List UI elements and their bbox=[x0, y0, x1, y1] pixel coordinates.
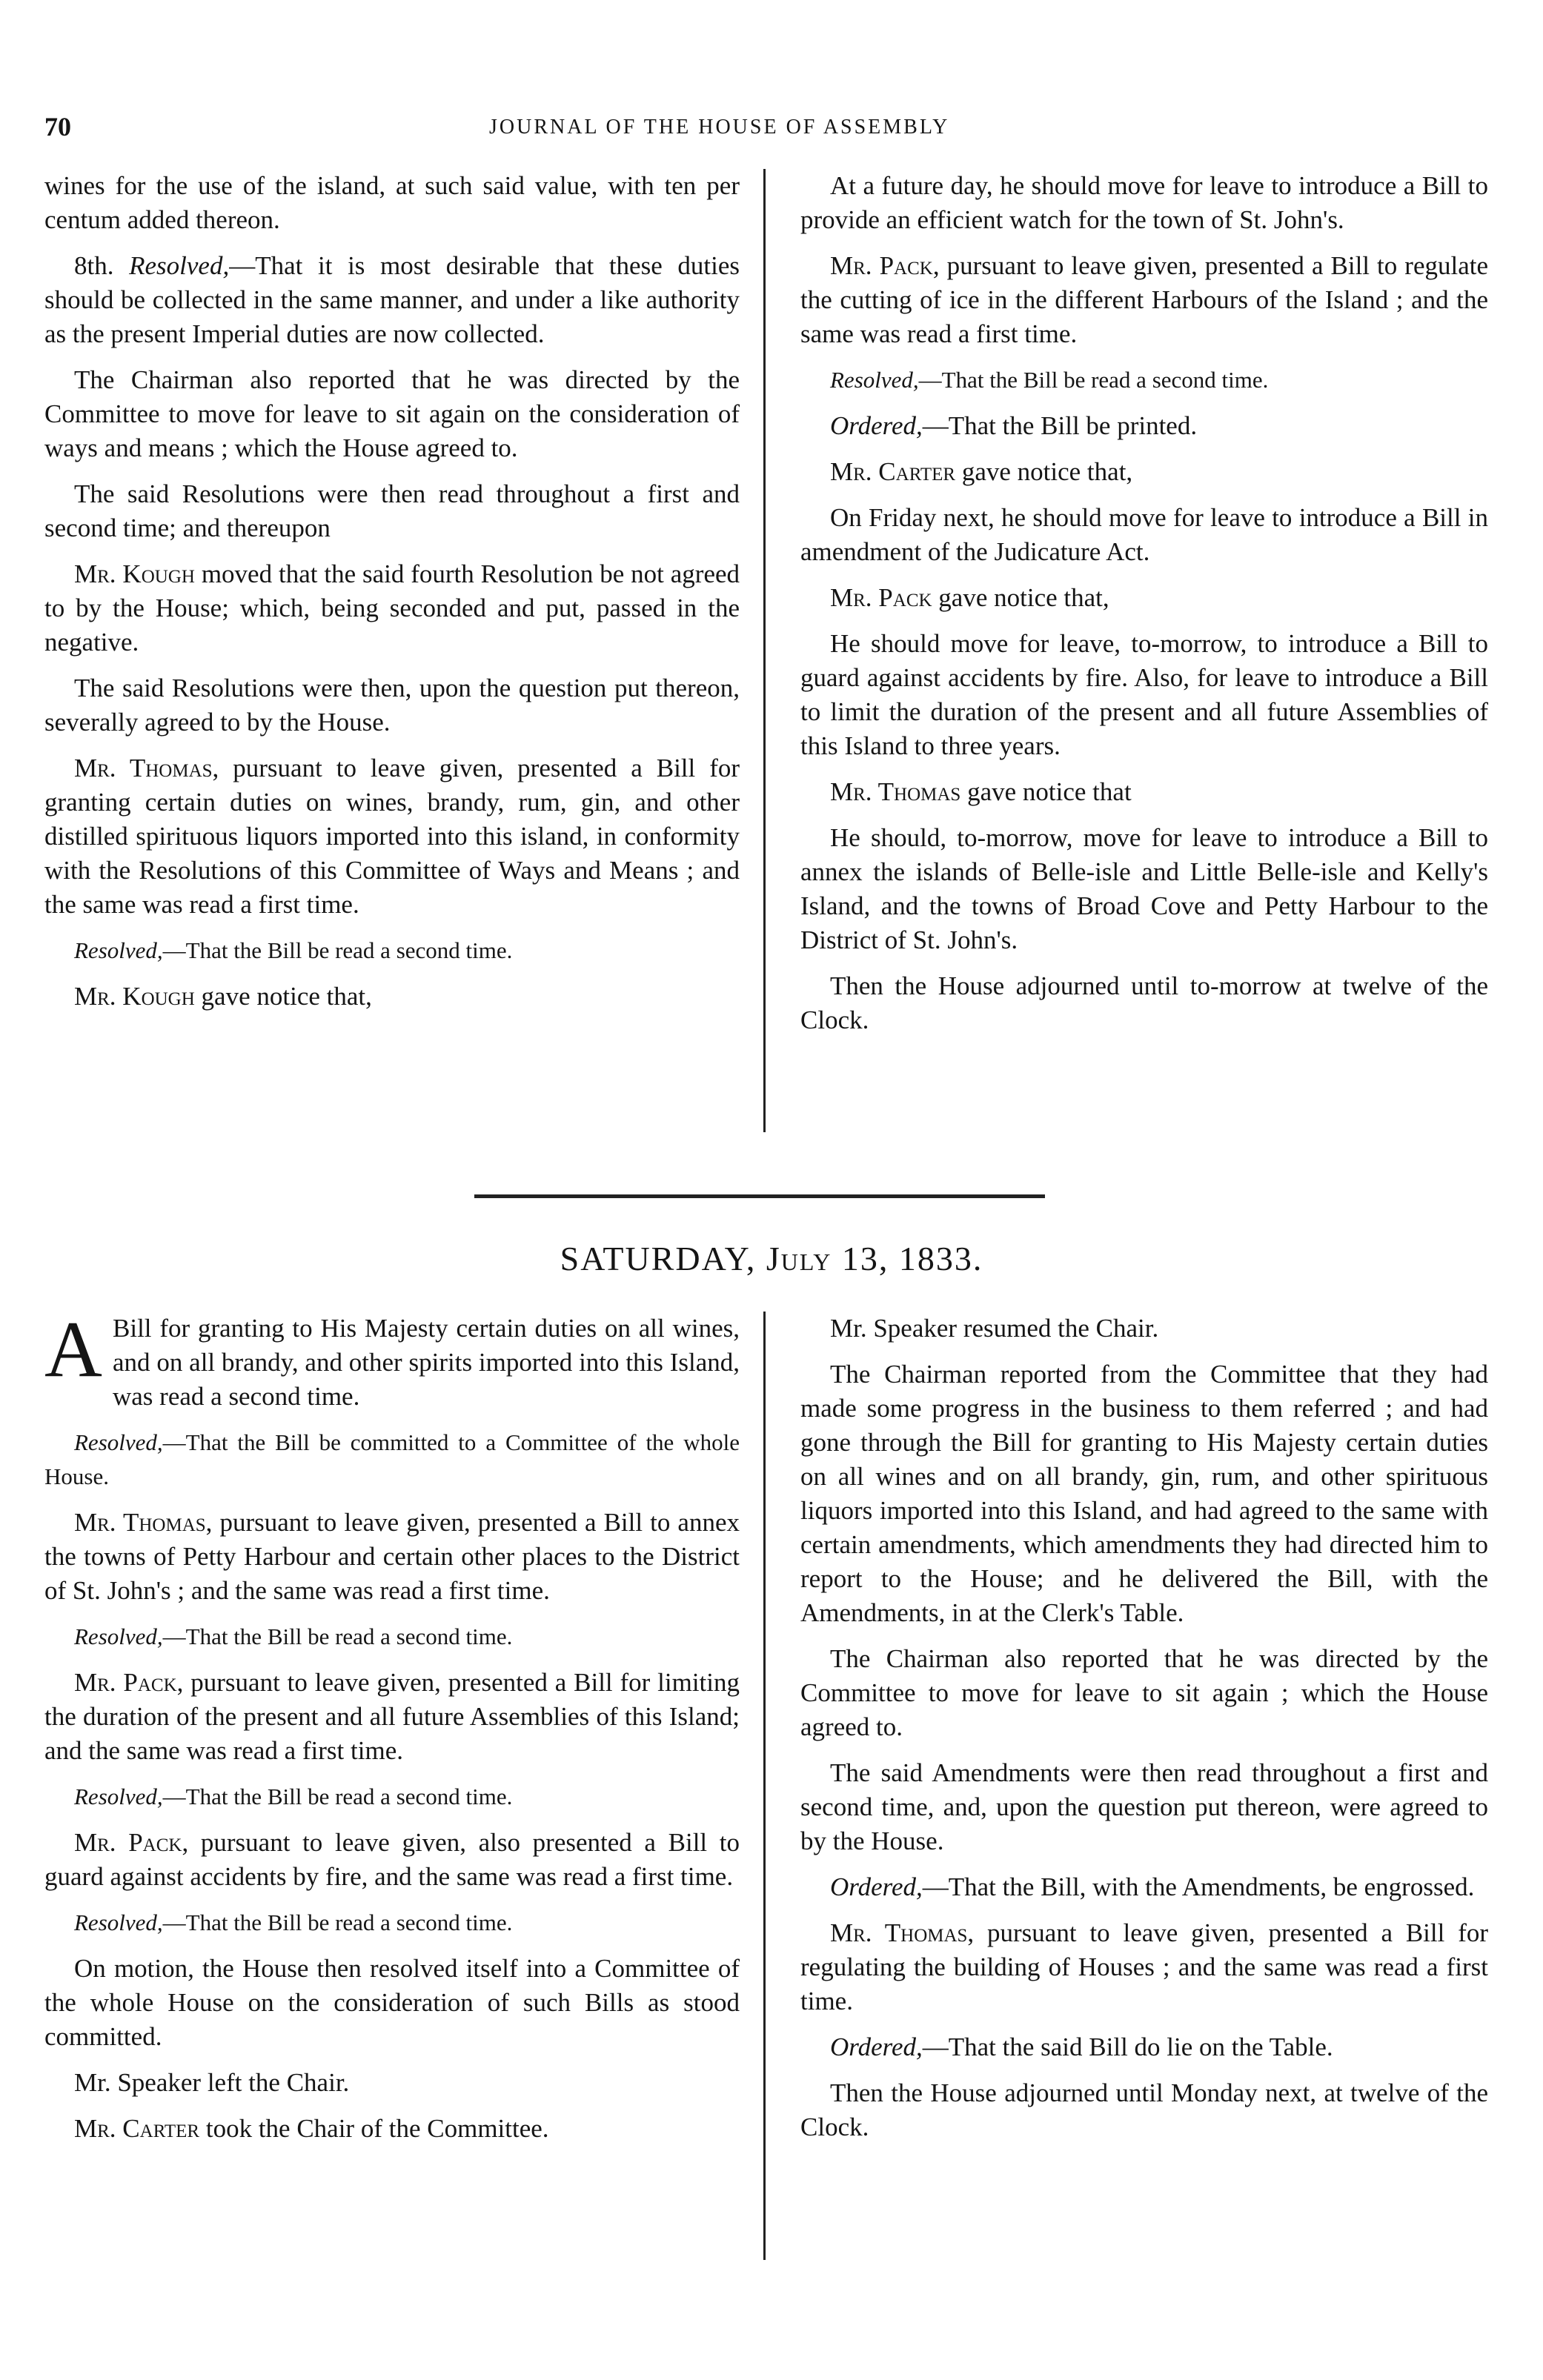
paragraph: He should move for leave, to-morrow, to introduce a Bill to guard against accidents by fire. Also, for leave to introduce a Bill to limit the duration of the present and all future Assemblies of this Island to three years. bbox=[800, 629, 1488, 760]
paragraph: Mr. Kough moved that the said fourth Resolution be not agreed to by the House; which, being seconded and put, passed in the negative. bbox=[44, 559, 740, 657]
paragraph: 8th. Resolved,—That it is most desirable that these duties should be collected in the same manner, and under a like authority as the present Imperial duties are now collected. bbox=[44, 251, 740, 348]
paragraph: He should, to-morrow, move for leave to introduce a Bill to annex the islands of Belle-isle and Little Belle-isle and Kelly's Island, and the towns of Broad Cove and Petty Harbour to the District of St. John's. bbox=[800, 823, 1488, 954]
paragraph: Resolved,—That the Bill be read a second time. bbox=[74, 1623, 513, 1649]
paragraph: Resolved,—That the Bill be committed to a Committee of the whole House. bbox=[44, 1429, 740, 1489]
column-divider bbox=[763, 1312, 766, 2260]
paragraph: Ordered,—That the Bill be printed. bbox=[830, 411, 1198, 440]
page-number: 70 bbox=[44, 112, 71, 142]
paragraph: Mr. Carter gave notice that, bbox=[830, 457, 1133, 486]
running-head: JOURNAL OF THE HOUSE OF ASSEMBLY bbox=[489, 116, 950, 139]
paragraph: The Chairman also reported that he was directed by the Committee to move for leave to sit again on the consideration of ways and means ; which the House agreed to. bbox=[44, 365, 740, 462]
paragraph: Then the House adjourned until to-morrow at twelve of the Clock. bbox=[800, 971, 1488, 1034]
drop-cap: A bbox=[44, 1306, 102, 1394]
paragraph: Mr. Thomas, pursuant to leave given, presented a Bill to annex the towns of Petty Harbour and certain other places to the District of St. John's ; and the same was read a first time. bbox=[44, 1508, 740, 1605]
column-divider bbox=[763, 169, 766, 1132]
paragraph: The Chairman reported from the Committee that they had made some progress in the business to them referred ; and had gone through the Bill for granting to His Majesty certain duties on all wines and on all brandy, gin, rum, and other spirituous liquors imported into this Island, and had agreed to the same with certain amendments, which amendments they had directed him to report to the House; and he delivered the Bill, with the Amendments, in at the Clerk's Table. bbox=[800, 1360, 1488, 1627]
paragraph: Mr. Kough gave notice that, bbox=[74, 982, 372, 1011]
bottom-right-column bbox=[800, 1312, 1488, 2156]
paragraph: Resolved,—That the Bill be read a second time. bbox=[830, 367, 1269, 393]
paragraph: The said Resolutions were then read throughout a first and second time; and thereupon bbox=[44, 479, 740, 542]
paragraph: Mr. Pack, pursuant to leave given, also presented a Bill to guard against accidents by fire, and the same was read a first time. bbox=[44, 1828, 740, 1891]
paragraph: Mr. Carter took the Chair of the Committee. bbox=[74, 2114, 549, 2143]
paragraph: Mr. Thomas, pursuant to leave given, presented a Bill for regulating the building of Houses ; and the same was read a first time. bbox=[800, 1918, 1488, 2015]
paragraph: Mr. Pack gave notice that, bbox=[830, 583, 1109, 612]
paragraph: Mr. Pack, pursuant to leave given, presented a Bill to regulate the cutting of ice in the different Harbours of the Island ; and the same was read a first time. bbox=[800, 251, 1489, 348]
paragraph: Mr. Speaker left the Chair. bbox=[74, 2068, 350, 2097]
date-heading: SATURDAY, July 13, 1833. bbox=[560, 1240, 983, 1277]
paragraph: Ordered,—That the Bill, with the Amendments, be engrossed. bbox=[830, 1872, 1475, 1901]
paragraph: On motion, the House then resolved itself into a Committee of the whole House on the consideration of such Bills as stood committed. bbox=[44, 1954, 740, 2051]
paragraph: Then the House adjourned until Monday next, at twelve of the Clock. bbox=[800, 2078, 1488, 2141]
paragraph: The said Resolutions were then, upon the question put thereon, severally agreed to by the House. bbox=[44, 674, 740, 737]
paragraph: The Chairman also reported that he was directed by the Committee to move for leave to sit again ; which the House agreed to. bbox=[800, 1644, 1488, 1741]
paragraph: Resolved,—That the Bill be read a second time. bbox=[74, 1784, 513, 1809]
top-right-column bbox=[800, 169, 1488, 1049]
paragraph: At a future day, he should move for leave to introduce a Bill to provide an efficient watch for the town of St. John's. bbox=[800, 171, 1488, 234]
paragraph: Mr. Thomas gave notice that bbox=[830, 777, 1132, 806]
paragraph: Resolved,—That the Bill be read a second time. bbox=[74, 937, 513, 963]
paragraph: A Bill for granting to His Majesty certain duties on all wines, and on all brandy, and other spirits imported into this Island, was read a second time. bbox=[44, 1306, 740, 1411]
paragraph: Ordered,—That the said Bill do lie on the Table. bbox=[830, 2032, 1333, 2061]
paragraph: Mr. Speaker resumed the Chair. bbox=[830, 1314, 1159, 1343]
top-left-column bbox=[44, 169, 740, 1026]
section-divider bbox=[474, 1194, 1045, 1198]
paragraph: On Friday next, he should move for leave to introduce a Bill in amendment of the Judicature Act. bbox=[800, 503, 1488, 566]
paragraph: The said Amendments were then read throughout a first and second time, and, upon the question put thereon, were agreed to by the House. bbox=[800, 1758, 1488, 1855]
paragraph: Mr. Pack, pursuant to leave given, presented a Bill for limiting the duration of the present and all future Assemblies of this Island; and the same was read a first time. bbox=[44, 1668, 740, 1765]
page-header bbox=[44, 111, 1482, 156]
paragraph: Resolved,—That the Bill be read a second time. bbox=[74, 1909, 513, 1935]
paragraph: Mr. Thomas, pursuant to leave given, presented a Bill for granting certain duties on wines, brandy, rum, gin, and other distilled spirituous liquors imported into this island, in conformity with the Resolutions of this Committee of Ways and Means ; and the same was read a first time. bbox=[44, 754, 740, 919]
bottom-left-column bbox=[44, 1306, 740, 2158]
paragraph: wines for the use of the island, at such said value, with ten per centum added thereon. bbox=[44, 171, 740, 234]
